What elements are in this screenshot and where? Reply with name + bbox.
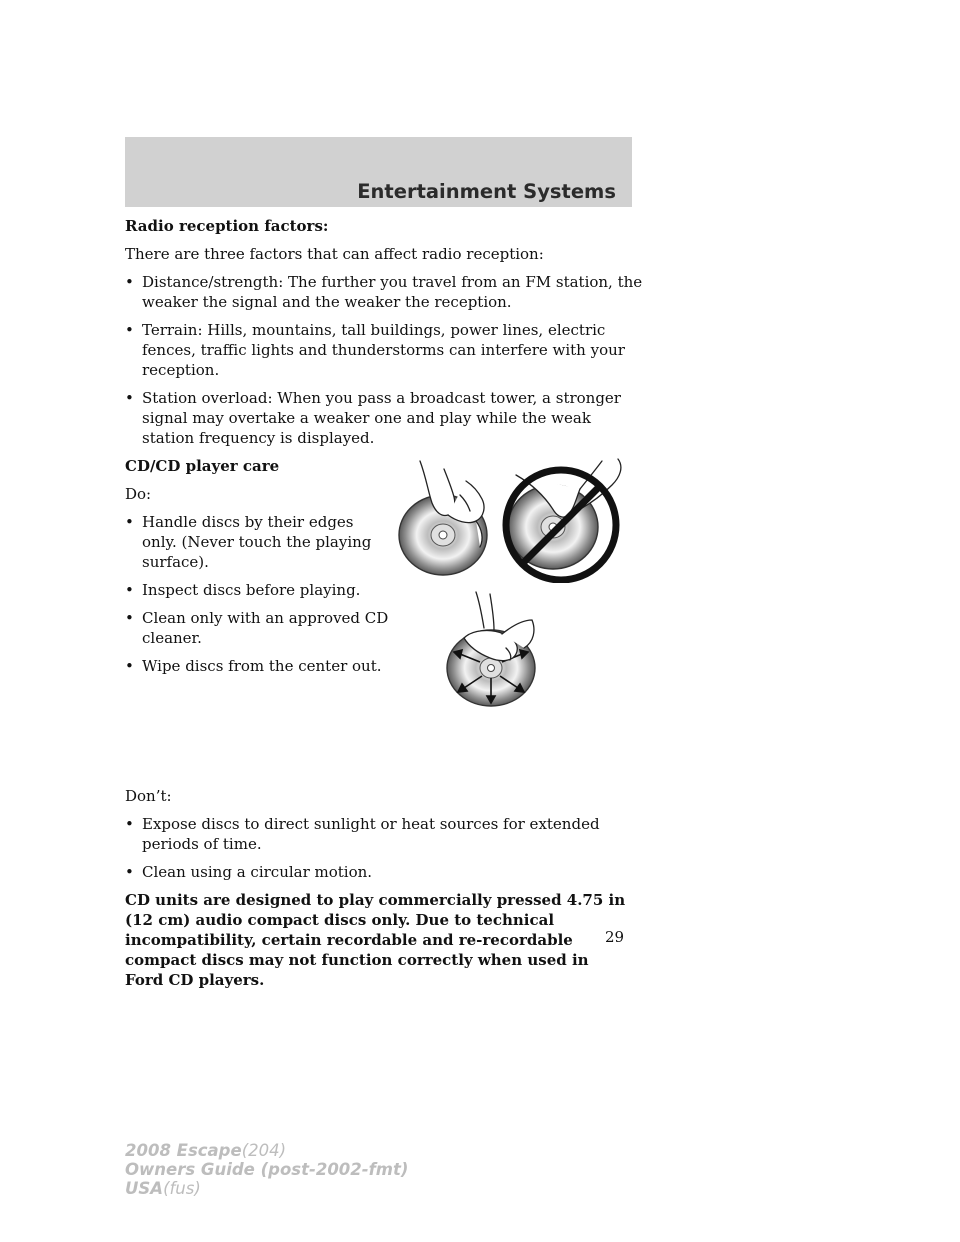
list-item-text: Clean only with an approved CD cleaner. <box>142 609 389 647</box>
document-footer <box>125 1141 408 1198</box>
list-item <box>125 862 645 882</box>
list-item <box>125 320 645 380</box>
bullet-glyph: • <box>125 815 134 833</box>
list-item-text: Wipe discs from the center out. <box>142 657 382 675</box>
list-item-text: Terrain: Hills, mountains, tall buildings, power lines, electric fences, traffic lights and thunderstorms can interfere with your reception. <box>142 321 625 379</box>
disc-handling-illustration <box>398 455 638 583</box>
list-item-text: Station overload: When you pass a broadcast tower, a stronger signal may overtake a weaker one and play while the weak station frequency is displayed. <box>142 389 621 447</box>
list-item-text: Expose discs to direct sunlight or heat sources for extended periods of time. <box>142 815 600 853</box>
bullet-glyph: • <box>125 273 134 291</box>
list-item <box>125 608 392 648</box>
footer-model-code: (204) <box>241 1141 287 1160</box>
disc-wiping-illustration <box>446 590 538 708</box>
footer-line <box>125 1179 408 1198</box>
radio-intro: There are three factors that can affect radio reception: <box>125 245 544 263</box>
bullet-glyph: • <box>125 657 134 675</box>
bullet-glyph: • <box>125 863 134 881</box>
list-item-text: Distance/strength: The further you travel from an FM station, the weaker the signal and the weaker the reception. <box>142 273 643 311</box>
bullet-glyph: • <box>125 609 134 627</box>
page-number: 29 <box>605 928 625 946</box>
bullet-glyph: • <box>125 389 134 407</box>
footer-line <box>125 1141 408 1160</box>
list-item-text: Inspect discs before playing. <box>142 581 361 599</box>
bullet-glyph: • <box>125 581 134 599</box>
footer-model: 2008 Escape <box>125 1141 242 1160</box>
list-item <box>125 814 645 854</box>
do-label: Do: <box>125 485 152 503</box>
list-item <box>125 656 392 676</box>
list-item-text: Clean using a circular motion. <box>142 863 373 881</box>
footer-guide: Owners Guide (post-2002-fmt) <box>125 1160 409 1179</box>
footer-region: USA <box>125 1179 164 1198</box>
radio-heading: Radio reception factors: <box>125 217 329 235</box>
section-title: Entertainment Systems <box>357 180 616 203</box>
list-item <box>125 272 645 312</box>
list-item <box>125 388 645 448</box>
list-item-text: Handle discs by their edges only. (Never touch the playing surface). <box>142 513 372 571</box>
cd-care-heading: CD/CD player care <box>125 457 280 475</box>
list-item <box>125 512 392 572</box>
bullet-glyph: • <box>125 321 134 339</box>
footer-region-code: (fus) <box>163 1179 201 1198</box>
bullet-glyph: • <box>125 513 134 531</box>
list-item <box>125 580 392 600</box>
dont-label: Don’t: <box>125 787 172 805</box>
page-content <box>125 216 645 998</box>
section-header-band <box>125 137 632 207</box>
cd-compatibility-notice: CD units are designed to play commercially pressed 4.75 in (12 cm) audio compact discs only. Due to technical incompatibility, certain recordable and re-recordable compact discs may not function correctly when used in Ford CD players. <box>125 891 626 989</box>
